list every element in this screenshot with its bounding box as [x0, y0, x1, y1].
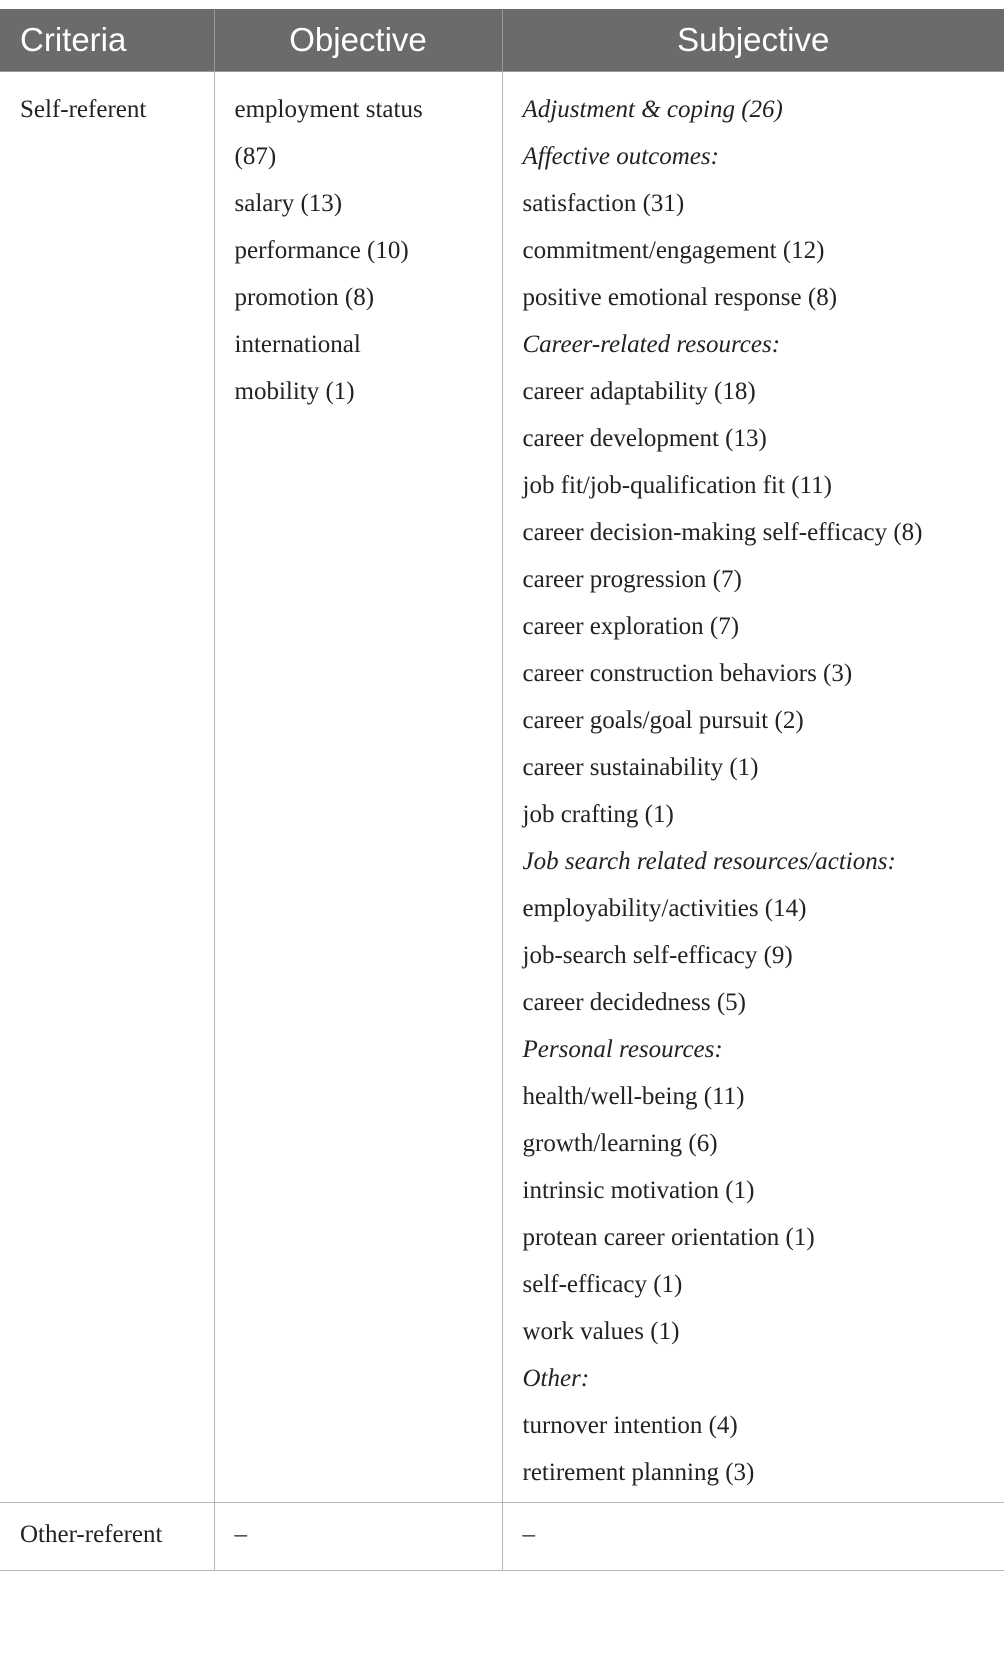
subjective-item: job fit/job-qualification fit (11) [522, 472, 832, 499]
subjective-category-heading: Job search related resources/actions: [522, 848, 896, 875]
subjective-item: job crafting (1) [522, 801, 674, 828]
criteria-label: Self-referent [20, 96, 147, 123]
subjective-item: career decidedness (5) [522, 989, 746, 1016]
subjective-item: career sustainability (1) [522, 754, 759, 781]
subjective-category-heading: Personal resources: [522, 1036, 723, 1063]
criteria-label: Other-referent [20, 1521, 163, 1548]
subjective-item: career development (13) [522, 425, 767, 452]
cell-objective [214, 1503, 502, 1571]
objective-item: employment status [234, 96, 423, 123]
subjective-category-heading: Other: [522, 1365, 590, 1392]
subjective-item: career exploration (7) [522, 613, 740, 640]
cell-objective [214, 72, 502, 1503]
objective-item: (87) [234, 143, 277, 170]
table-header-row [0, 9, 1004, 72]
table-row-other-referent [0, 1503, 1004, 1571]
table-row-self-referent [0, 72, 1004, 1503]
subjective-item: work values (1) [522, 1318, 680, 1345]
subjective-item: self-efficacy (1) [522, 1271, 683, 1298]
objective-item: salary (13) [234, 190, 343, 217]
header-objective: Objective [214, 9, 502, 72]
subjective-item: growth/learning (6) [522, 1130, 718, 1157]
subjective-item: commitment/engagement (12) [522, 237, 825, 264]
subjective-item: career construction behaviors (3) [522, 660, 853, 687]
subjective-item: career adaptability (18) [522, 378, 756, 405]
objective-item: promotion (8) [234, 284, 375, 311]
subjective-item: intrinsic motivation (1) [522, 1177, 755, 1204]
objective-item: international [234, 331, 361, 358]
cell-criteria [0, 1503, 214, 1571]
objective-item: – [234, 1521, 247, 1548]
subjective-item: turnover intention (4) [522, 1412, 738, 1439]
subjective-item: – [522, 1521, 535, 1548]
objective-item: mobility (1) [234, 378, 355, 405]
subjective-item: protean career orientation (1) [522, 1224, 815, 1251]
subjective-item: job-search self-efficacy (9) [522, 942, 793, 969]
subjective-item: retirement planning (3) [522, 1459, 755, 1486]
subjective-item: career goals/goal pursuit (2) [522, 707, 804, 734]
subjective-category-heading: Affective outcomes: [522, 143, 719, 170]
subjective-category-heading: Adjustment & coping (26) [522, 96, 783, 123]
subjective-item: positive emotional response (8) [522, 284, 838, 311]
subjective-category-heading: Career-related resources: [522, 331, 781, 358]
cell-subjective [502, 72, 1004, 1503]
objective-item: performance (10) [234, 237, 409, 264]
subjective-item: career decision-making self-efficacy (8) [522, 519, 923, 546]
subjective-item: career progression (7) [522, 566, 742, 593]
header-criteria: Criteria [0, 9, 214, 72]
subjective-item: employability/activities (14) [522, 895, 807, 922]
subjective-item: satisfaction (31) [522, 190, 685, 217]
header-subjective: Subjective [502, 9, 1004, 72]
subjective-item: health/well-being (11) [522, 1083, 745, 1110]
cell-subjective [502, 1503, 1004, 1571]
criteria-table [0, 9, 1004, 1571]
cell-criteria [0, 72, 214, 1503]
